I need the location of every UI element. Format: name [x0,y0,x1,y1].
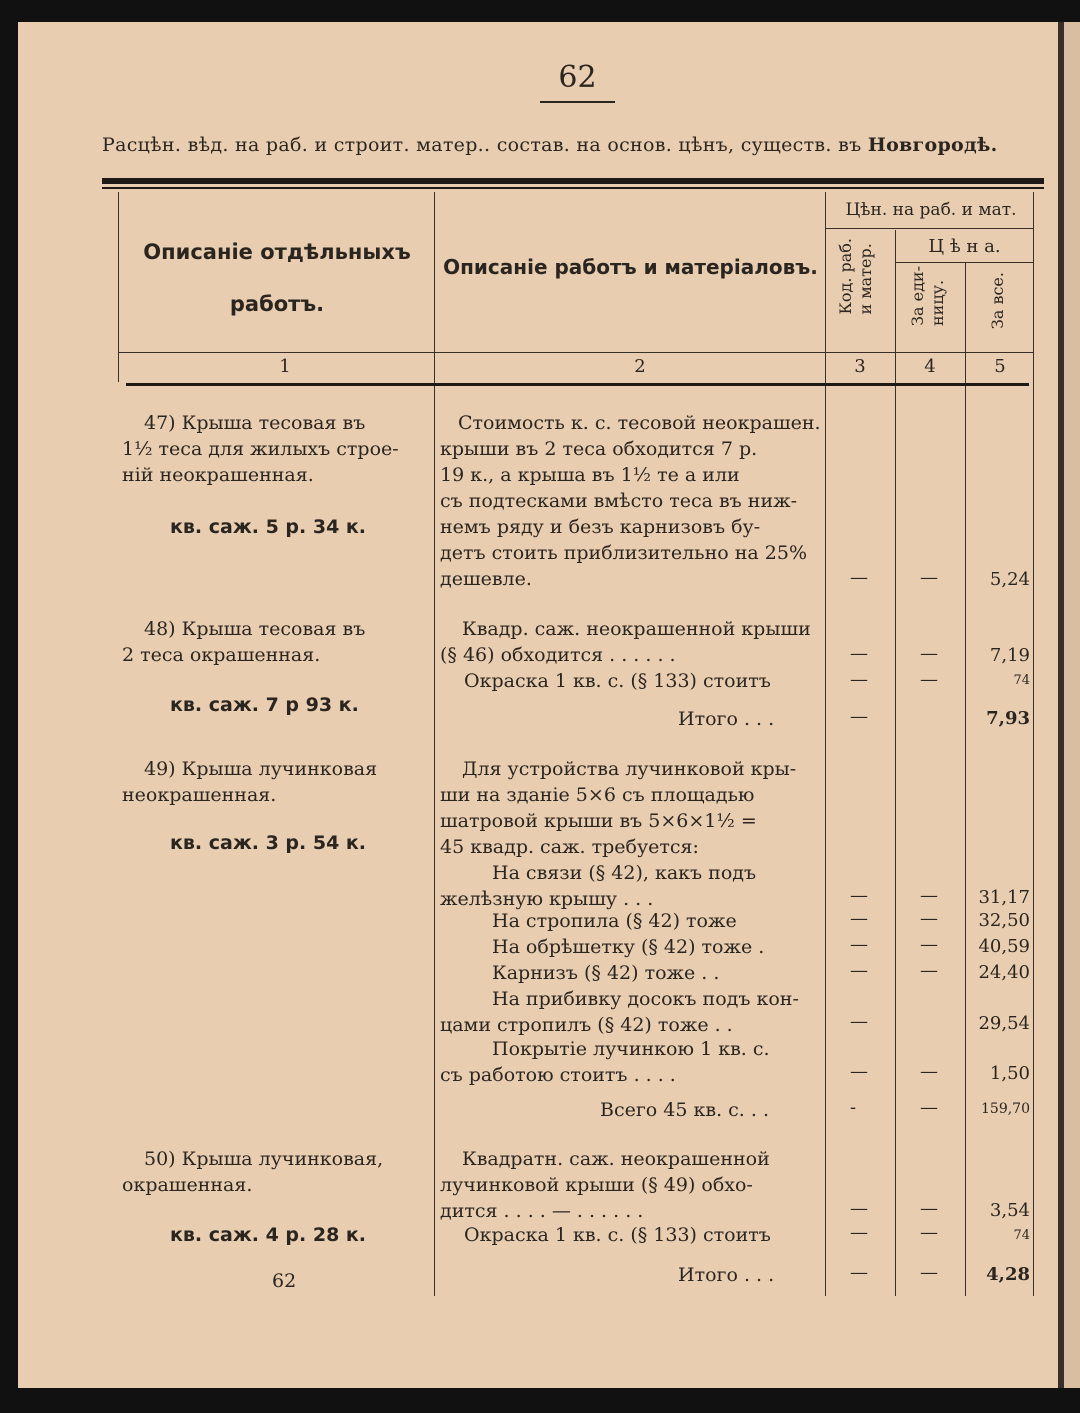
entry-50-title-line2: окрашенная. [122,1174,253,1196]
entry-50-desc-line1: Квадратн. саж. неокрашенной [462,1148,770,1170]
entry-49-total-c5: 159,70 [981,1101,1030,1117]
entry-50-title-line1: 50) Крыша лучинковая, [144,1148,384,1170]
entry-50-total-c4: — [920,1262,938,1283]
entry-49-item-2-c3: — [850,908,868,929]
page-number-rule [540,101,615,103]
col3-header [836,238,876,315]
entry-50-r1-c3: — [850,1198,868,1219]
entry-48-r1-c3: — [850,643,868,664]
entry-49-item-2: На стропила (§ 42) тоже [492,910,737,932]
entry-50-r1-c5: 3,54 [989,1200,1030,1221]
entry-47-summary: кв. саж. 5 р. 34 к. [170,516,367,538]
entry-49-total-c3: - [850,1097,857,1118]
next-page-edge [1058,22,1080,1388]
table-border-right [1033,192,1034,1296]
entry-49-item-1-c5: 31,17 [978,887,1030,908]
entry-50-total-c3: — [850,1262,868,1283]
col-divider-3 [895,230,896,1296]
entry-49-item-6-c3: — [850,1061,868,1082]
entry-47-title-line2: 1½ теса для жилыхъ строе- [122,438,399,460]
entry-49-item-5 [440,986,799,1038]
table-border-left [118,192,119,382]
entry-49-description [440,756,796,860]
group-header: Цѣн. на раб. и мат. [845,200,1017,220]
entry-48-r2-c5: 74 [1013,673,1030,688]
entry-49-item-3: На обрѣшетку (§ 42) тоже . [492,936,765,958]
entry-49-total-label: Всего 45 кв. с. . . [600,1099,769,1121]
entry-48-summary: кв. саж. 7 р 93 к. [170,694,359,716]
entry-47-desc-line7: дешевле. [440,568,532,590]
entry-49-desc-line2: ши на зданіе 5×6 съ площадью [440,784,755,806]
col4-header-line1: За еди- [908,266,927,326]
entry-49-item-2-c5: 32,50 [978,910,1030,931]
entry-50-summary: кв. саж. 4 р. 28 к. [170,1224,367,1246]
entry-49-desc-line3: шатровой крыши въ 5×6×1½ = [440,810,757,832]
entry-47-title-line1: 47) Крыша тесовая въ [144,412,366,434]
entry-48-total-label: Итого . . . [678,708,775,730]
entry-49-item-1 [440,860,756,912]
entry-49-item-6-c5: 1,50 [989,1063,1030,1084]
entry-47-title [122,410,399,488]
col-number-4: 4 [924,356,936,377]
page-number: 62 [558,60,597,95]
entry-48-r2-label: Окраска 1 кв. с. (§ 133) стоитъ [464,670,771,692]
entry-49-item-2-c4: — [920,908,938,929]
entry-49-item-1-line2: желѣзную крышу . . . [440,888,654,910]
entry-50-title [122,1146,383,1198]
entry-47-c4: — [920,567,938,588]
entry-47-c3: — [850,567,868,588]
entry-47-desc-line3: 19 к., а крыша въ 1½ те а или [440,464,740,486]
entry-49-item-6-c4: — [920,1061,938,1082]
entry-49-item-3-c3: — [850,934,868,955]
entry-50-desc-line2: лучинковой крыши (§ 49) обхо- [440,1174,753,1196]
col3-header-line2: и матер. [856,243,875,315]
entry-48-title [122,616,365,668]
header-rule-thick [102,178,1044,184]
col1-header [124,226,430,330]
price-header-rule [895,262,1033,263]
entry-47-desc-line6: детъ стоить приблизительно на 25% [440,542,807,564]
entry-49-item-5-line2: цами стропилъ (§ 42) тоже . . [440,1014,733,1036]
entry-48-total-c5: 7,93 [986,708,1030,729]
entry-49-title-line1: 49) Крыша лучинковая [144,758,378,780]
entry-50-desc-line3: дится . . . . — . . . . . . [440,1200,644,1222]
col-number-3: 3 [854,356,866,377]
entry-47-desc-line2: крыши въ 2 теса обходится 7 р. [440,438,758,460]
entry-49-title-line2: неокрашенная. [122,784,277,806]
entry-48-r1-c5: 7,19 [989,645,1030,666]
entry-49-item-6-line1: Покрытіе лучинкою 1 кв. с. [492,1038,770,1060]
running-header [102,134,1048,156]
col4-header-line2: ницу. [928,279,947,326]
col3-header-line1: Код. раб. [836,238,855,315]
entry-49-item-4-c5: 24,40 [978,962,1030,983]
entry-48-title-line2: 2 теса окрашенная. [122,644,321,666]
entry-48-total-c3: — [850,706,868,727]
col-number-5: 5 [994,356,1006,377]
col4-header [908,266,948,326]
entry-49-summary: кв. саж. 3 р. 54 к. [170,832,367,854]
entry-50-r1-c4: — [920,1198,938,1219]
col2-header: Описаніе работъ и матеріаловъ. [443,255,818,279]
entry-49-item-1-c4: — [920,885,938,906]
entry-50-r2-label: Окраска 1 кв. с. (§ 133) стоитъ [464,1224,771,1246]
entry-49-item-5-c5: 29,54 [978,1013,1030,1034]
entry-49-desc-line1: Для устройства лучинковой кры- [462,758,797,780]
col5-header: За все. [988,272,1007,330]
header-rule-thin [102,187,1044,189]
col-number-2: 2 [634,356,646,377]
entry-50-r2-c3: — [850,1222,868,1243]
entry-48-r2-c3: — [850,669,868,690]
entry-49-item-6-line2: съ работою стоитъ . . . . [440,1064,676,1086]
entry-49-item-4-c3: — [850,960,868,981]
entry-49-item-1-c3: — [850,885,868,906]
entry-48-title-line1: 48) Крыша тесовая въ [144,618,366,640]
entry-47-desc-line1: Стоимость к. с. тесовой неокрашен. [458,412,821,434]
entry-47-c5: 5,24 [989,569,1030,590]
entry-49-desc-line4: 45 квадр. саж. требуется: [440,836,699,858]
entry-49-item-3-c4: — [920,934,938,955]
col1-header-line1: Описаніе отдѣльныхъ [143,240,411,264]
entry-50-description [440,1146,770,1224]
col1-header-line2: работъ. [229,292,325,316]
entry-48-desc-line1: Квадр. саж. неокрашенной крыши [462,618,811,640]
running-header-city: Новгородѣ. [867,134,998,156]
entry-49-item-1-line1: На связи (§ 42), какъ подъ [492,862,757,884]
entry-49-item-4: Карнизъ (§ 42) тоже . . [492,962,720,984]
entry-49-total-c4: — [920,1097,938,1118]
entry-50-r2-c5: 74 [1013,1228,1030,1243]
col-divider-4 [965,262,966,1296]
entry-49-title [122,756,377,808]
entry-47-description [440,410,821,592]
entry-50-total-c5: 4,28 [986,1264,1030,1285]
col-number-1: 1 [279,356,291,377]
entry-50-total-label: Итого . . . [678,1264,775,1286]
group-header-rule [825,228,1033,229]
entry-47-desc-line4: съ подтесками вмѣсто теса въ ниж- [440,490,798,512]
entry-49-item-4-c4: — [920,960,938,981]
entry-48-desc-line2: (§ 46) обходится . . . . . . [440,644,676,666]
header-bottom-rule [118,352,1033,353]
price-header: Ц ѣ н а. [928,236,1001,257]
entry-48-description [440,616,811,668]
entry-48-r2-c4: — [920,669,938,690]
footer-page-number: 62 [272,1270,297,1292]
col-divider-2 [825,192,826,1296]
entry-49-item-5-line1: На прибивку досокъ подъ кон- [492,988,799,1010]
entry-50-r2-c4: — [920,1222,938,1243]
entry-47-title-line3: ній неокрашенная. [122,464,314,486]
entry-47-desc-line5: немъ ряду и безъ карнизовъ бу- [440,516,761,538]
running-header-text: Расцѣн. вѣд. на раб. и строит. матер.. состав. на основ. цѣнъ, существ. въ [102,134,862,156]
col-divider-1 [434,192,435,1296]
entry-48-r1-c4: — [920,643,938,664]
entry-49-item-6 [440,1036,770,1088]
entry-49-item-5-c3: — [850,1011,868,1032]
colnum-bottom-rule [126,383,1029,386]
entry-49-item-3-c5: 40,59 [978,936,1030,957]
